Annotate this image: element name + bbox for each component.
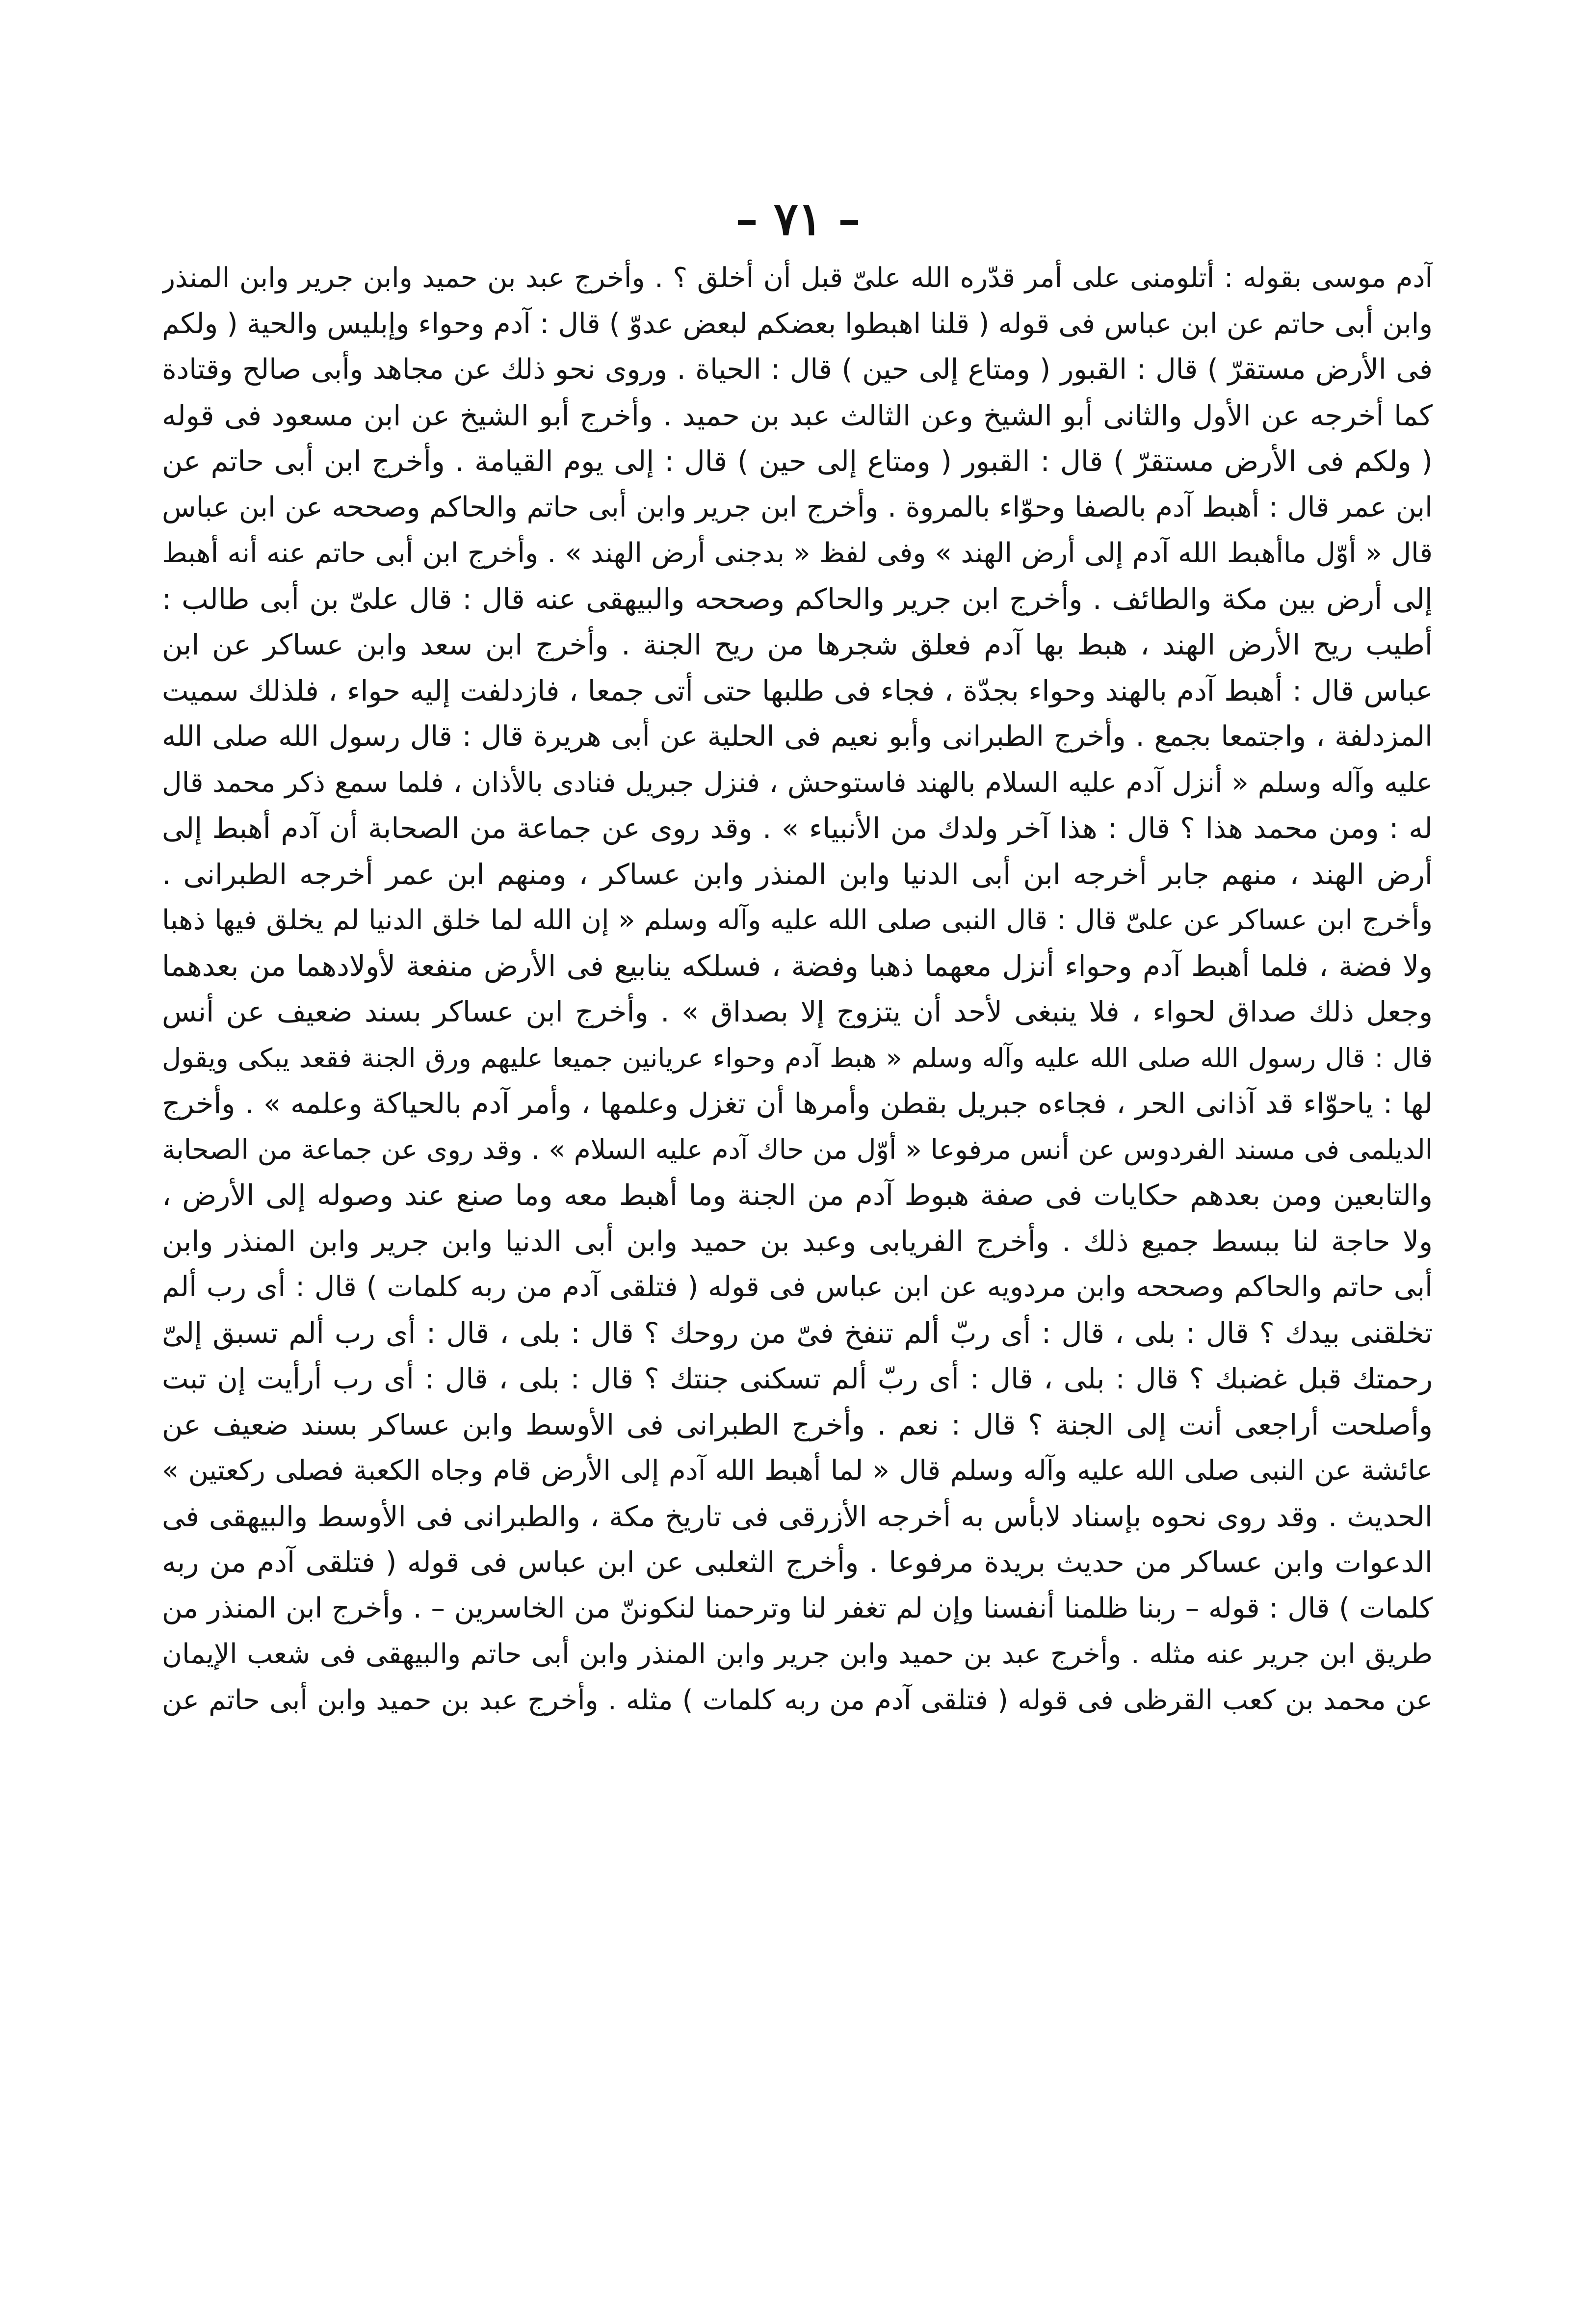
text-line: الحديث . وقد روى نحوه بإسناد لابأس به أخرجه الأزرقى فى تاريخ مكة ، والطبرانى فى الأوسط والبيهقى فى bbox=[162, 1499, 1433, 1533]
text-line: ابن عمر قال : أهبط آدم بالصفا وحوّاء بالمروة . وأخرج ابن جرير وابن أبى حاتم والحاكم وصححه عن ابن عباس bbox=[162, 491, 1433, 523]
text-line: والتابعين ومن بعدهم حكايات فى صفة هبوط آدم من الجنة وما أهبط معه وما صنع عند وصوله إلى الأرض ، bbox=[162, 1178, 1433, 1212]
text-line: ( ولكم فى الأرض مستقرّ ) قال : القبور ( ومتاع إلى حين ) قال : إلى يوم القيامة . وأخرج ابن أبى حاتم عن bbox=[162, 445, 1433, 478]
text-line: عباس قال : أهبط آدم بالهند وحواء بجدّة ، فجاء فى طلبها حتى أتى جمعا ، فازدلفت إليه حواء ، فلذلك سميت bbox=[162, 674, 1433, 707]
text-line: قال : قال رسول الله صلى الله عليه وآله وسلم « هبط آدم وحواء عريانين جميعا عليهم ورق الجنة فقعد يبكى ويقول bbox=[162, 1042, 1433, 1073]
text-line: طريق ابن جرير عنه مثله . وأخرج عبد بن حميد وابن جرير وابن المنذر وابن أبى حاتم والبيهقى فى شعب الإيمان bbox=[162, 1638, 1433, 1670]
text-line: إلى أرض بين مكة والطائف . وأخرج ابن جرير والحاكم وصححه والبيهقى عنه قال : قال علىّ بن أبى طالب : bbox=[162, 582, 1433, 616]
text-line: المزدلفة ، واجتمعا بجمع . وأخرج الطبرانى وأبو نعيم فى الحلية عن أبى هريرة قال : قال رسول الله صلى الله bbox=[162, 720, 1433, 753]
text-line: ولا حاجة لنا ببسط جميع ذلك . وأخرج الفريابى وعبد بن حميد وابن أبى الدنيا وابن جرير وابن المنذر وابن bbox=[162, 1224, 1433, 1258]
text-line: الدعوات وابن عساكر من حديث بريدة مرفوعا . وأخرج الثعلبى عن ابن عباس فى قوله ( فتلقى آدم من ربه bbox=[162, 1545, 1433, 1579]
text-line: فى الأرض مستقرّ ) قال : القبور ( ومتاع إلى حين ) قال : الحياة . وروى نحو ذلك عن مجاهد وأبى صالح وقتادة bbox=[162, 353, 1433, 386]
text-line: كلمات ) قال : قوله – ربنا ظلمنا أنفسنا وإن لم تغفر لنا وترحمنا لنكوننّ من الخاسرين – . وأخرج ابن المنذر من bbox=[162, 1592, 1433, 1624]
text-line: آدم موسى بقوله : أتلومنى على أمر قدّره الله علىّ قبل أن أخلق ؟ . وأخرج عبد بن حميد وابن جرير وابن المنذر bbox=[162, 262, 1433, 294]
text-line: ولا فضة ، فلما أهبط آدم وحواء أنزل معهما ذهبا وفضة ، فسلكه ينابيع فى الأرض منفعة لأولادهما من بعدهما bbox=[162, 949, 1433, 983]
text-line: قال « أوّل ماأهبط الله آدم إلى أرض الهند » وفى لفظ « بدجنى أرض الهند » . وأخرج ابن أبى حاتم عنه أنه أهبط bbox=[162, 537, 1433, 569]
text-line: رحمتك قبل غضبك ؟ قال : بلى ، قال : أى ربّ ألم تسكنى جنتك ؟ قال : بلى ، قال : أى رب أرأيت إن تبت bbox=[162, 1362, 1433, 1395]
text-line: كما أخرجه عن الأول والثانى أبو الشيخ وعن الثالث عبد بن حميد . وأخرج أبو الشيخ عن ابن مسعود فى قوله bbox=[162, 398, 1433, 432]
text-line: تخلقنى بيدك ؟ قال : بلى ، قال : أى ربّ ألم تنفخ فىّ من روحك ؟ قال : بلى ، قال : أى رب ألم تسبق إلىّ bbox=[162, 1316, 1433, 1350]
text-line: الديلمى فى مسند الفردوس عن أنس مرفوعا « أوّل من حاك آدم عليه السلام » . وقد روى عن جماعة من الصحابة bbox=[162, 1133, 1433, 1165]
text-line: وجعل ذلك صداق لحواء ، فلا ينبغى لأحد أن يتزوج إلا بصداق » . وأخرج ابن عساكر بسند ضعيف عن أنس bbox=[162, 995, 1433, 1028]
text-line: وابن أبى حاتم عن ابن عباس فى قوله ( قلنا اهبطوا بعضكم لبعض عدوّ ) قال : آدم وحواء وإبليس والحية ( ولكم bbox=[162, 307, 1433, 340]
text-line: عن محمد بن كعب القرظى فى قوله ( فتلقى آدم من ربه كلمات ) مثله . وأخرج عبد بن حميد وابن أبى حاتم عن bbox=[162, 1684, 1433, 1716]
text-line: أبى حاتم والحاكم وصححه وابن مردويه عن ابن عباس فى قوله ( فتلقى آدم من ربه كلمات ) قال : أى رب ألم bbox=[162, 1271, 1433, 1303]
text-line: له : ومن محمد هذا ؟ قال : هذا آخر ولدك من الأنبياء » . وقد روى عن جماعة من الصحابة أن آدم أهبط إلى bbox=[162, 811, 1433, 845]
text-line: عائشة عن النبى صلى الله عليه وآله وسلم قال « لما أهبط الله آدم إلى الأرض قام وجاه الكعبة فصلى ركعتين » bbox=[162, 1455, 1433, 1487]
text-line: لها : ياحوّاء قد آذانى الحر ، فجاءه جبريل بقطن وأمرها أن تغزل وعلمها ، وأمر آدم بالحياكة وعلمه » . وأخرج bbox=[162, 1087, 1433, 1120]
body-text bbox=[162, 255, 1433, 1723]
text-line: أطيب ريح الأرض الهند ، هبط بها آدم فعلق شجرها من ريح الجنة . وأخرج ابن سعد وابن عساكر عن ابن bbox=[162, 628, 1433, 661]
page-number: – ٧١ – bbox=[735, 192, 861, 245]
text-line: وأخرج ابن عساكر عن علىّ قال : قال النبى صلى الله عليه وآله وسلم « إن الله لما خلق الدنيا لم يخلق فيها ذهبا bbox=[162, 904, 1433, 936]
text-line: أرض الهند ، منهم جابر أخرجه ابن أبى الدنيا وابن المنذر وابن عساكر ، ومنهم ابن عمر أخرجه الطبرانى . bbox=[162, 857, 1433, 891]
text-line: عليه وآله وسلم « أنزل آدم عليه السلام بالهند فاستوحش ، فنزل جبريل فنادى بالأذان ، فلما سمع ذكر محمد قال bbox=[162, 766, 1433, 799]
text-line: وأصلحت أراجعى أنت إلى الجنة ؟ قال : نعم . وأخرج الطبرانى فى الأوسط وابن عساكر بسند ضعيف عن bbox=[162, 1408, 1433, 1441]
